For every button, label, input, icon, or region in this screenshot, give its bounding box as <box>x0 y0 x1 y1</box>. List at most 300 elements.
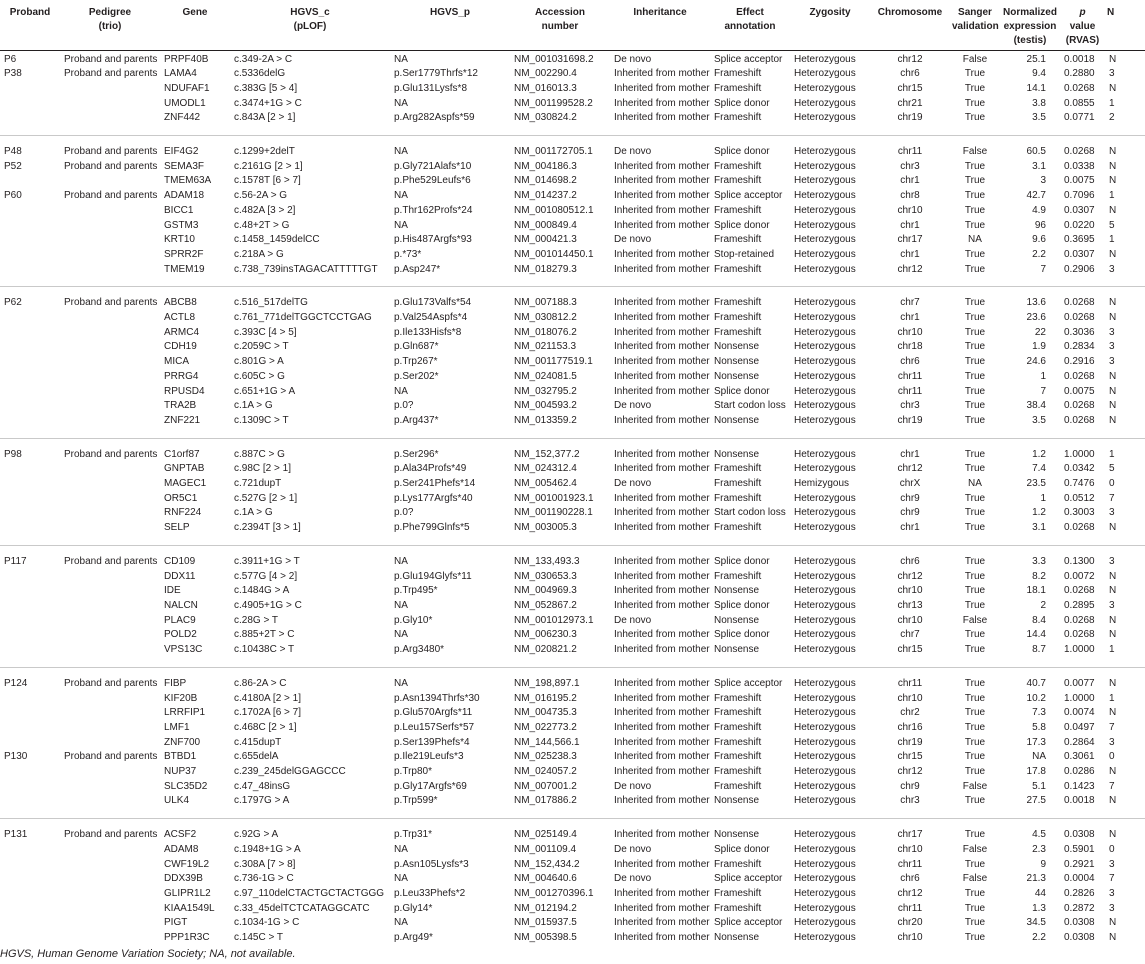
cell-sanger: False <box>962 146 988 158</box>
cell-last: N <box>1109 829 1117 841</box>
cell-proband <box>0 233 60 248</box>
cell-accession: NM_001177519.1 <box>514 356 593 368</box>
cell-sanger: False <box>962 53 988 65</box>
cell-sanger: True <box>964 190 986 202</box>
cell-effect: Frameshift <box>714 312 762 324</box>
cell-inheritance: Inherited from mother <box>614 858 710 870</box>
cell-last: 3 <box>1109 858 1115 870</box>
cell-pedigree <box>60 584 160 599</box>
cell-inheritance: De novo <box>614 234 652 246</box>
cell-chromosome: chr12 <box>897 463 923 475</box>
cell-p-value: 0.2834 <box>1064 341 1095 353</box>
cell-gene: GLIPR1L2 <box>164 887 211 899</box>
table-row <box>0 448 1145 463</box>
cell-inheritance: Inherited from mother <box>614 795 710 807</box>
cell-hgvs-p: p.Glu173Valfs*54 <box>394 297 472 309</box>
cell-hgvs-p: p.Gly14* <box>394 902 433 914</box>
cell-accession: NM_012194.2 <box>514 902 577 914</box>
cell-last: N <box>1109 522 1117 534</box>
cell-gene: LAMA4 <box>164 68 197 80</box>
cell-inheritance: Inherited from mother <box>614 585 710 597</box>
cell-pedigree <box>60 780 160 795</box>
cell-sanger: True <box>964 370 986 382</box>
cell-sanger: True <box>964 507 986 519</box>
cell-hgvs-c: c.1A > G <box>234 507 273 519</box>
cell-last: 1 <box>1109 97 1115 109</box>
cell-accession: NM_002290.4 <box>514 68 577 80</box>
cell-last: 0 <box>1109 478 1115 490</box>
cell-gene: PRRG4 <box>164 370 199 382</box>
cell-chromosome: chr6 <box>900 873 920 885</box>
cell-zygosity: Heterozygous <box>794 263 856 275</box>
cell-hgvs-p: NA <box>394 219 408 231</box>
table-row <box>0 111 1145 126</box>
cell-effect: Frameshift <box>714 160 762 172</box>
cell-zygosity: Heterozygous <box>794 736 856 748</box>
cell-proband <box>0 794 60 809</box>
cell-hgvs-c: c.48+2T > G <box>234 219 290 231</box>
cell-proband <box>0 340 60 355</box>
cell-inheritance: Inherited from mother <box>614 190 710 202</box>
cell-gene: UMODL1 <box>164 97 206 109</box>
header-hgvs-p: HGVS_p <box>390 0 510 50</box>
cell-chromosome: chr21 <box>897 97 923 109</box>
cell-hgvs-p: p.Ile219Leufs*3 <box>394 751 464 763</box>
cell-effect: Nonsense <box>714 644 760 656</box>
cell-pedigree <box>60 872 160 887</box>
cell-p-value: 0.2872 <box>1064 902 1095 914</box>
cell-hgvs-c: c.801G > A <box>234 356 284 368</box>
cell-p-value: 0.5901 <box>1064 843 1095 855</box>
cell-inheritance: De novo <box>614 614 652 626</box>
cell-pedigree <box>60 174 160 189</box>
cell-p-value: 0.0308 <box>1064 932 1095 944</box>
cell-hgvs-p: p.Ser202* <box>394 370 439 382</box>
cell-chromosome: chr17 <box>897 829 923 841</box>
cell-inheritance: Inherited from mother <box>614 341 710 353</box>
cell-gene: NUP37 <box>164 766 197 778</box>
cell-hgvs-p: p.Leu33Phefs*2 <box>394 887 466 899</box>
table-row <box>0 414 1145 429</box>
cell-p-value: 0.0268 <box>1064 522 1095 534</box>
cell-inheritance: Inherited from mother <box>614 600 710 611</box>
cell-hgvs-c: c.1458_1459delCC <box>234 234 320 246</box>
cell-p-value: 0.0075 <box>1064 175 1095 187</box>
cell-hgvs-p: p.Phe799Glnfs*5 <box>394 522 470 534</box>
cell-proband: P124 <box>4 677 28 689</box>
cell-pedigree: Proband and parents <box>64 68 158 80</box>
cell-effect: Splice donor <box>714 629 770 641</box>
header-last: N <box>1105 0 1145 50</box>
cell-expression: 14.4 <box>1026 629 1046 641</box>
cell-sanger: True <box>964 463 986 475</box>
cell-p-value: 0.3003 <box>1064 507 1095 519</box>
cell-sanger: True <box>964 751 986 763</box>
cell-pedigree <box>60 263 160 278</box>
cell-hgvs-p: p.Glu131Lysfs*8 <box>394 82 468 94</box>
cell-accession: NM_025149.4 <box>514 829 577 841</box>
cell-sanger: True <box>964 629 986 641</box>
header-effect: Effect annotation <box>710 0 790 50</box>
cell-proband <box>0 506 60 521</box>
cell-accession: NM_025238.3 <box>514 751 577 763</box>
cell-sanger: True <box>964 312 986 324</box>
cell-pedigree <box>60 887 160 902</box>
cell-expression: 3.3 <box>1032 555 1046 567</box>
cell-last: 7 <box>1109 721 1115 733</box>
cell-chromosome: chr16 <box>897 721 923 733</box>
table-row <box>0 706 1145 721</box>
cell-chromosome: chr15 <box>897 644 923 656</box>
cell-chromosome: chr3 <box>900 160 920 172</box>
cell-accession: NM_024081.5 <box>514 370 577 382</box>
cell-hgvs-c: c.885+2T > C <box>234 629 295 641</box>
cell-chromosome: chr12 <box>897 263 923 275</box>
cell-gene: IDE <box>164 585 181 597</box>
cell-expression: 9.4 <box>1032 68 1046 80</box>
cell-accession: NM_024057.2 <box>514 766 577 778</box>
cell-last: 3 <box>1109 887 1115 899</box>
cell-last: 3 <box>1109 736 1115 748</box>
cell-gene: DDX39B <box>164 873 203 885</box>
cell-effect: Frameshift <box>714 902 762 914</box>
cell-hgvs-c: c.1948+1G > A <box>234 843 301 855</box>
cell-accession: NM_133,493.3 <box>514 555 580 567</box>
cell-proband <box>0 219 60 234</box>
cell-sanger: True <box>964 82 986 94</box>
cell-chromosome: chr10 <box>897 204 923 216</box>
table-row <box>0 643 1145 658</box>
cell-expression: 7.4 <box>1032 463 1046 475</box>
cell-pedigree <box>60 82 160 97</box>
header-chromosome: Chromosome <box>870 0 950 50</box>
cell-p-value: 0.1423 <box>1064 780 1095 792</box>
cell-p-value: 0.3695 <box>1064 234 1095 246</box>
cell-hgvs-c: c.1A > G <box>234 400 273 412</box>
cell-accession: NM_016013.3 <box>514 82 577 94</box>
cell-chromosome: chr1 <box>900 248 920 260</box>
cell-sanger: True <box>964 902 986 914</box>
cell-last: N <box>1109 629 1117 641</box>
cell-effect: Frameshift <box>714 887 762 899</box>
cell-proband <box>0 492 60 507</box>
cell-gene: BICC1 <box>164 204 194 216</box>
cell-hgvs-p: NA <box>394 146 408 158</box>
cell-p-value: 0.2906 <box>1064 263 1095 275</box>
cell-gene: SLC35D2 <box>164 780 208 792</box>
cell-gene: EIF4G2 <box>164 146 199 158</box>
cell-effect: Splice acceptor <box>714 917 783 929</box>
header-proband: Proband <box>0 0 60 50</box>
cell-sanger: True <box>964 585 986 597</box>
cell-expression: 7 <box>1040 263 1046 275</box>
table-row <box>0 858 1145 873</box>
cell-proband <box>0 385 60 400</box>
cell-hgvs-p: p.Lys177Argfs*40 <box>394 492 473 504</box>
cell-chromosome: chr1 <box>900 175 920 187</box>
cell-p-value: 0.2826 <box>1064 887 1095 899</box>
cell-zygosity: Heterozygous <box>794 385 856 397</box>
cell-chromosome: chr1 <box>900 219 920 231</box>
cell-pedigree <box>60 765 160 780</box>
cell-last: N <box>1109 248 1117 260</box>
cell-hgvs-p: p.Ser241Phefs*14 <box>394 478 476 490</box>
cell-zygosity: Heterozygous <box>794 585 856 597</box>
cell-hgvs-c: c.738_739insTAGACATTTTTGT <box>234 263 378 275</box>
cell-proband <box>0 174 60 189</box>
cell-zygosity: Heterozygous <box>794 82 856 94</box>
cell-expression: 42.7 <box>1026 190 1046 202</box>
cell-inheritance: De novo <box>614 843 652 855</box>
cell-zygosity: Heterozygous <box>794 370 856 382</box>
cell-zygosity: Heterozygous <box>794 507 856 519</box>
cell-hgvs-p: p.Glu570Argfs*11 <box>394 707 473 719</box>
cell-accession: NM_017886.2 <box>514 795 577 807</box>
cell-expression: 13.6 <box>1026 297 1046 309</box>
cell-expression: 14.1 <box>1026 82 1046 94</box>
cell-expression: 1 <box>1040 492 1046 504</box>
cell-sanger: True <box>964 644 986 656</box>
cell-expression: 44 <box>1034 887 1046 899</box>
cell-proband <box>0 599 60 614</box>
cell-last: N <box>1109 614 1117 626</box>
cell-hgvs-c: c.1484G > A <box>234 585 290 597</box>
group-separator <box>0 136 1145 146</box>
cell-expression: 96 <box>1034 219 1046 231</box>
cell-accession: NM_001270396.1 <box>514 887 594 899</box>
cell-accession: NM_001031698.2 <box>514 53 594 65</box>
cell-accession: NM_004735.3 <box>514 707 577 719</box>
cell-hgvs-c: c.393C [4 > 5] <box>234 326 297 338</box>
cell-zygosity: Heterozygous <box>794 780 856 792</box>
cell-effect: Splice donor <box>714 555 770 567</box>
cell-accession: NM_030812.2 <box>514 312 577 324</box>
cell-hgvs-c: c.1578T [6 > 7] <box>234 175 301 187</box>
cell-hgvs-p: p.Leu157Serfs*57 <box>394 721 475 733</box>
cell-chromosome: chr11 <box>897 902 923 914</box>
cell-zygosity: Heterozygous <box>794 68 856 80</box>
cell-gene: PLAC9 <box>164 614 196 626</box>
cell-effect: Frameshift <box>714 692 762 704</box>
cell-gene: SEMA3F <box>164 160 205 172</box>
cell-effect: Splice donor <box>714 219 770 231</box>
cell-effect: Nonsense <box>714 341 760 353</box>
table-row <box>0 843 1145 858</box>
cell-accession: NM_004593.2 <box>514 400 577 412</box>
cell-expression: 7.3 <box>1032 707 1046 719</box>
cell-last: 3 <box>1109 68 1115 80</box>
cell-hgvs-p: p.*73* <box>394 248 422 260</box>
cell-hgvs-c: c.1797G > A <box>234 795 290 807</box>
cell-hgvs-c: c.1309C > T <box>234 414 289 426</box>
cell-zygosity: Heterozygous <box>794 112 856 124</box>
cell-effect: Nonsense <box>714 585 760 597</box>
cell-accession: NM_014698.2 <box>514 175 577 187</box>
cell-hgvs-p: p.Trp267* <box>394 356 438 368</box>
cell-gene: SELP <box>164 522 190 534</box>
cell-hgvs-c: c.843A [2 > 1] <box>234 112 296 124</box>
cell-last: 0 <box>1109 751 1115 763</box>
cell-p-value: 0.0308 <box>1064 829 1095 841</box>
cell-last: 3 <box>1109 341 1115 353</box>
cell-p-value: 0.0077 <box>1064 677 1095 689</box>
cell-zygosity: Heterozygous <box>794 146 856 158</box>
cell-last: N <box>1109 204 1117 216</box>
table-row <box>0 506 1145 521</box>
cell-pedigree <box>60 794 160 809</box>
table-row <box>0 916 1145 931</box>
table-row <box>0 614 1145 629</box>
table-row <box>0 584 1145 599</box>
cell-sanger: True <box>964 932 986 944</box>
cell-accession: NM_005398.5 <box>514 932 577 944</box>
cell-expression: 25.1 <box>1026 53 1046 65</box>
cell-effect: Splice acceptor <box>714 873 783 885</box>
cell-hgvs-c: c.415dupT <box>234 736 282 748</box>
cell-inheritance: Inherited from mother <box>614 204 710 216</box>
cell-chromosome: chr11 <box>897 385 923 397</box>
cell-expression: 3.5 <box>1032 414 1046 426</box>
cell-sanger: True <box>964 175 986 187</box>
cell-p-value: 0.0308 <box>1064 917 1095 929</box>
cell-p-value: 0.0338 <box>1064 160 1095 172</box>
table-row <box>0 677 1145 692</box>
cell-chromosome: chr11 <box>897 677 923 689</box>
cell-pedigree <box>60 736 160 751</box>
cell-expression: 3 <box>1040 175 1046 187</box>
cell-sanger: True <box>964 721 986 733</box>
cell-accession: NM_006230.3 <box>514 629 577 641</box>
cell-zygosity: Heterozygous <box>794 204 856 216</box>
cell-inheritance: Inherited from mother <box>614 463 710 475</box>
cell-sanger: False <box>962 614 988 626</box>
cell-effect: Nonsense <box>714 614 760 626</box>
cell-last: N <box>1109 570 1117 582</box>
table-row <box>0 370 1145 385</box>
cell-effect: Nonsense <box>714 795 760 807</box>
cell-gene: ADAM18 <box>164 190 205 202</box>
cell-inheritance: Inherited from mother <box>614 175 710 187</box>
cell-effect: Frameshift <box>714 326 762 338</box>
table-row <box>0 82 1145 97</box>
cell-gene: LMF1 <box>164 721 190 733</box>
cell-sanger: True <box>964 160 986 172</box>
cell-chromosome: chr10 <box>897 585 923 597</box>
cell-gene: TRA2B <box>164 400 197 412</box>
cell-effect: Frameshift <box>714 463 762 475</box>
cell-proband <box>0 97 60 112</box>
cell-gene: ACSF2 <box>164 829 197 841</box>
cell-last: 1 <box>1109 644 1115 656</box>
cell-sanger: True <box>964 68 986 80</box>
cell-last: 7 <box>1109 780 1115 792</box>
cell-hgvs-c: c.218A > G <box>234 248 284 260</box>
cell-last: N <box>1109 414 1117 426</box>
cell-chromosome: chr20 <box>897 917 923 929</box>
cell-gene: ARMC4 <box>164 326 200 338</box>
cell-last: 3 <box>1109 263 1115 275</box>
cell-proband <box>0 858 60 873</box>
cell-proband <box>0 326 60 341</box>
cell-last: 3 <box>1109 507 1115 519</box>
cell-zygosity: Heterozygous <box>794 707 856 719</box>
cell-accession: NM_024312.4 <box>514 463 577 475</box>
cell-hgvs-c: c.736-1G > C <box>234 873 294 885</box>
cell-chromosome: chr9 <box>900 780 920 792</box>
cell-zygosity: Heterozygous <box>794 53 856 65</box>
cell-proband <box>0 414 60 429</box>
cell-chromosome: chr19 <box>897 414 923 426</box>
table-row <box>0 326 1145 341</box>
cell-p-value: 0.0268 <box>1064 614 1095 626</box>
header-row <box>0 0 1145 50</box>
cell-sanger: True <box>964 326 986 338</box>
cell-effect: Frameshift <box>714 297 762 309</box>
table-row <box>0 462 1145 477</box>
cell-p-value: 0.0268 <box>1064 312 1095 324</box>
cell-hgvs-c: c.86-2A > C <box>234 677 287 689</box>
cell-hgvs-p: p.Phe529Leufs*6 <box>394 175 471 187</box>
cell-last: N <box>1109 766 1117 778</box>
cell-effect: Frameshift <box>714 175 762 187</box>
cell-zygosity: Heterozygous <box>794 448 856 460</box>
cell-pedigree <box>60 706 160 721</box>
cell-zygosity: Heterozygous <box>794 600 856 611</box>
cell-sanger: NA <box>968 478 982 490</box>
cell-gene: GSTM3 <box>164 219 199 231</box>
cell-chromosome: chr10 <box>897 932 923 944</box>
cell-p-value: 0.1300 <box>1064 555 1095 567</box>
header-sanger: Sanger validation <box>950 0 1000 50</box>
cell-expression: 60.5 <box>1026 146 1046 158</box>
cell-gene: ZNF442 <box>164 112 201 124</box>
cell-chromosome: chr3 <box>900 795 920 807</box>
cell-zygosity: Heterozygous <box>794 795 856 807</box>
cell-zygosity: Heterozygous <box>794 175 856 187</box>
table-row <box>0 160 1145 175</box>
cell-hgvs-p: p.Arg282Aspfs*59 <box>394 112 475 124</box>
cell-pedigree <box>60 614 160 629</box>
cell-p-value: 0.0018 <box>1064 53 1095 65</box>
cell-pedigree <box>60 111 160 126</box>
cell-hgvs-c: c.92G > A <box>234 829 279 841</box>
group-separator <box>0 287 1145 297</box>
cell-hgvs-p: p.Gly721Alafs*10 <box>394 160 472 172</box>
cell-zygosity: Heterozygous <box>794 887 856 899</box>
cell-pedigree <box>60 692 160 707</box>
cell-gene: RPUSD4 <box>164 385 205 397</box>
cell-inheritance: De novo <box>614 873 652 885</box>
cell-accession: NM_001014450.1 <box>514 248 594 260</box>
cell-sanger: True <box>964 887 986 899</box>
cell-hgvs-p: p.Arg49* <box>394 932 433 944</box>
cell-accession: NM_020821.2 <box>514 644 577 656</box>
cell-inheritance: Inherited from mother <box>614 326 710 338</box>
cell-pedigree <box>60 233 160 248</box>
cell-hgvs-c: c.308A [7 > 8] <box>234 858 296 870</box>
cell-hgvs-c: c.482A [3 > 2] <box>234 204 296 216</box>
cell-inheritance: De novo <box>614 146 652 158</box>
cell-proband <box>0 692 60 707</box>
group-separator <box>0 545 1145 555</box>
cell-accession: NM_001190228.1 <box>514 507 593 519</box>
cell-last: 7 <box>1109 492 1115 504</box>
cell-sanger: True <box>964 522 986 534</box>
cell-last: 0 <box>1109 843 1115 855</box>
cell-last: N <box>1109 82 1117 94</box>
cell-effect: Start codon loss <box>714 400 786 412</box>
cell-inheritance: Inherited from mother <box>614 414 710 426</box>
